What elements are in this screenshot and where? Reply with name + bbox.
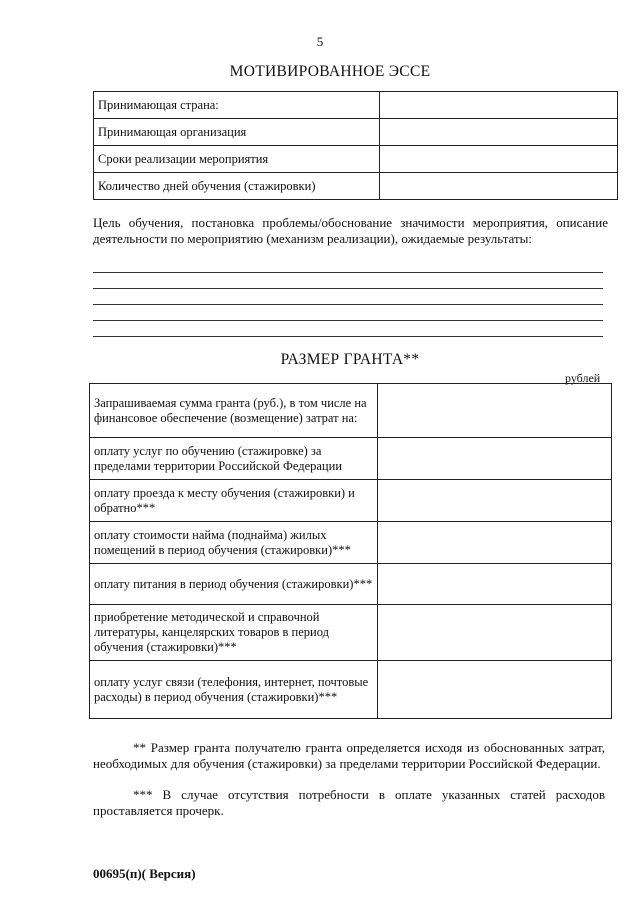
meals-costs-label: оплату питания в период обучения (стажировки)*** [90, 564, 378, 605]
essay-answer-line-2[interactable] [93, 288, 603, 289]
essay-answer-line-4[interactable] [93, 320, 603, 321]
table-row [90, 384, 612, 438]
training-services-field[interactable] [378, 438, 612, 480]
grant-amount-table [89, 383, 612, 719]
host-organization-field[interactable] [380, 119, 618, 146]
table-row [94, 146, 618, 173]
event-dates-label: Сроки реализации мероприятия [94, 146, 380, 173]
footnote-grant-size: ** Размер гранта получателю гранта определяется исходя из обоснованных затрат, необходимых для обучения (стажировки) за пределами территории Российской Федерации. [93, 740, 605, 771]
housing-costs-field[interactable] [378, 522, 612, 564]
table-row [94, 173, 618, 200]
event-dates-field[interactable] [380, 146, 618, 173]
essay-answer-line-1[interactable] [93, 272, 603, 273]
table-row [94, 119, 618, 146]
training-services-label: оплату услуг по обучению (стажировке) за пределами территории Российской Федерации [90, 438, 378, 480]
travel-costs-field[interactable] [378, 480, 612, 522]
table-row [94, 92, 618, 119]
table-row [90, 605, 612, 661]
host-organization-label: Принимающая организация [94, 119, 380, 146]
host-country-field[interactable] [380, 92, 618, 119]
document-code: 00695(п)( Версия) [93, 866, 196, 881]
grant-title: РАЗМЕР ГРАНТА** [280, 351, 420, 368]
footnote-dash-rule: *** В случае отсутствия потребности в оплате указанных статей расходов проставляется прочерк. [93, 787, 605, 818]
table-row [90, 564, 612, 605]
communication-costs-label: оплату услуг связи (телефония, интернет, почтовые расходы) в период обучения (стажировки)*** [90, 661, 378, 719]
host-country-label: Принимающая страна: [94, 92, 380, 119]
page-number: 5 [316, 34, 324, 49]
essay-title: МОТИВИРОВАННОЕ ЭССЕ [229, 63, 431, 80]
meals-costs-field[interactable] [378, 564, 612, 605]
table-row [90, 522, 612, 564]
table-row [90, 661, 612, 719]
housing-costs-label: оплату стоимости найма (поднайма) жилых помещений в период обучения (стажировки)*** [90, 522, 378, 564]
travel-costs-label: оплату проезда к месту обучения (стажировки) и обратно*** [90, 480, 378, 522]
training-days-field[interactable] [380, 173, 618, 200]
literature-costs-field[interactable] [378, 605, 612, 661]
literature-costs-label: приобретение методической и справочной литературы, канцелярских товаров в период обучения (стажировки)*** [90, 605, 378, 661]
training-days-label: Количество дней обучения (стажировки) [94, 173, 380, 200]
essay-intro-text: Цель обучения, постановка проблемы/обоснование значимости мероприятия, описание деятельности по мероприятию (механизм реализации), ожидаемые результаты: [93, 215, 608, 246]
total-grant-field[interactable] [378, 384, 612, 438]
essay-answer-line-3[interactable] [93, 304, 603, 305]
currency-unit-label: рублей [565, 371, 601, 385]
communication-costs-field[interactable] [378, 661, 612, 719]
total-grant-label: Запрашиваемая сумма гранта (руб.), в том числе на финансовое обеспечение (возмещение) затрат на: [90, 384, 378, 438]
table-row [90, 438, 612, 480]
essay-info-table [93, 91, 618, 200]
table-row [90, 480, 612, 522]
essay-answer-line-5[interactable] [93, 336, 603, 337]
